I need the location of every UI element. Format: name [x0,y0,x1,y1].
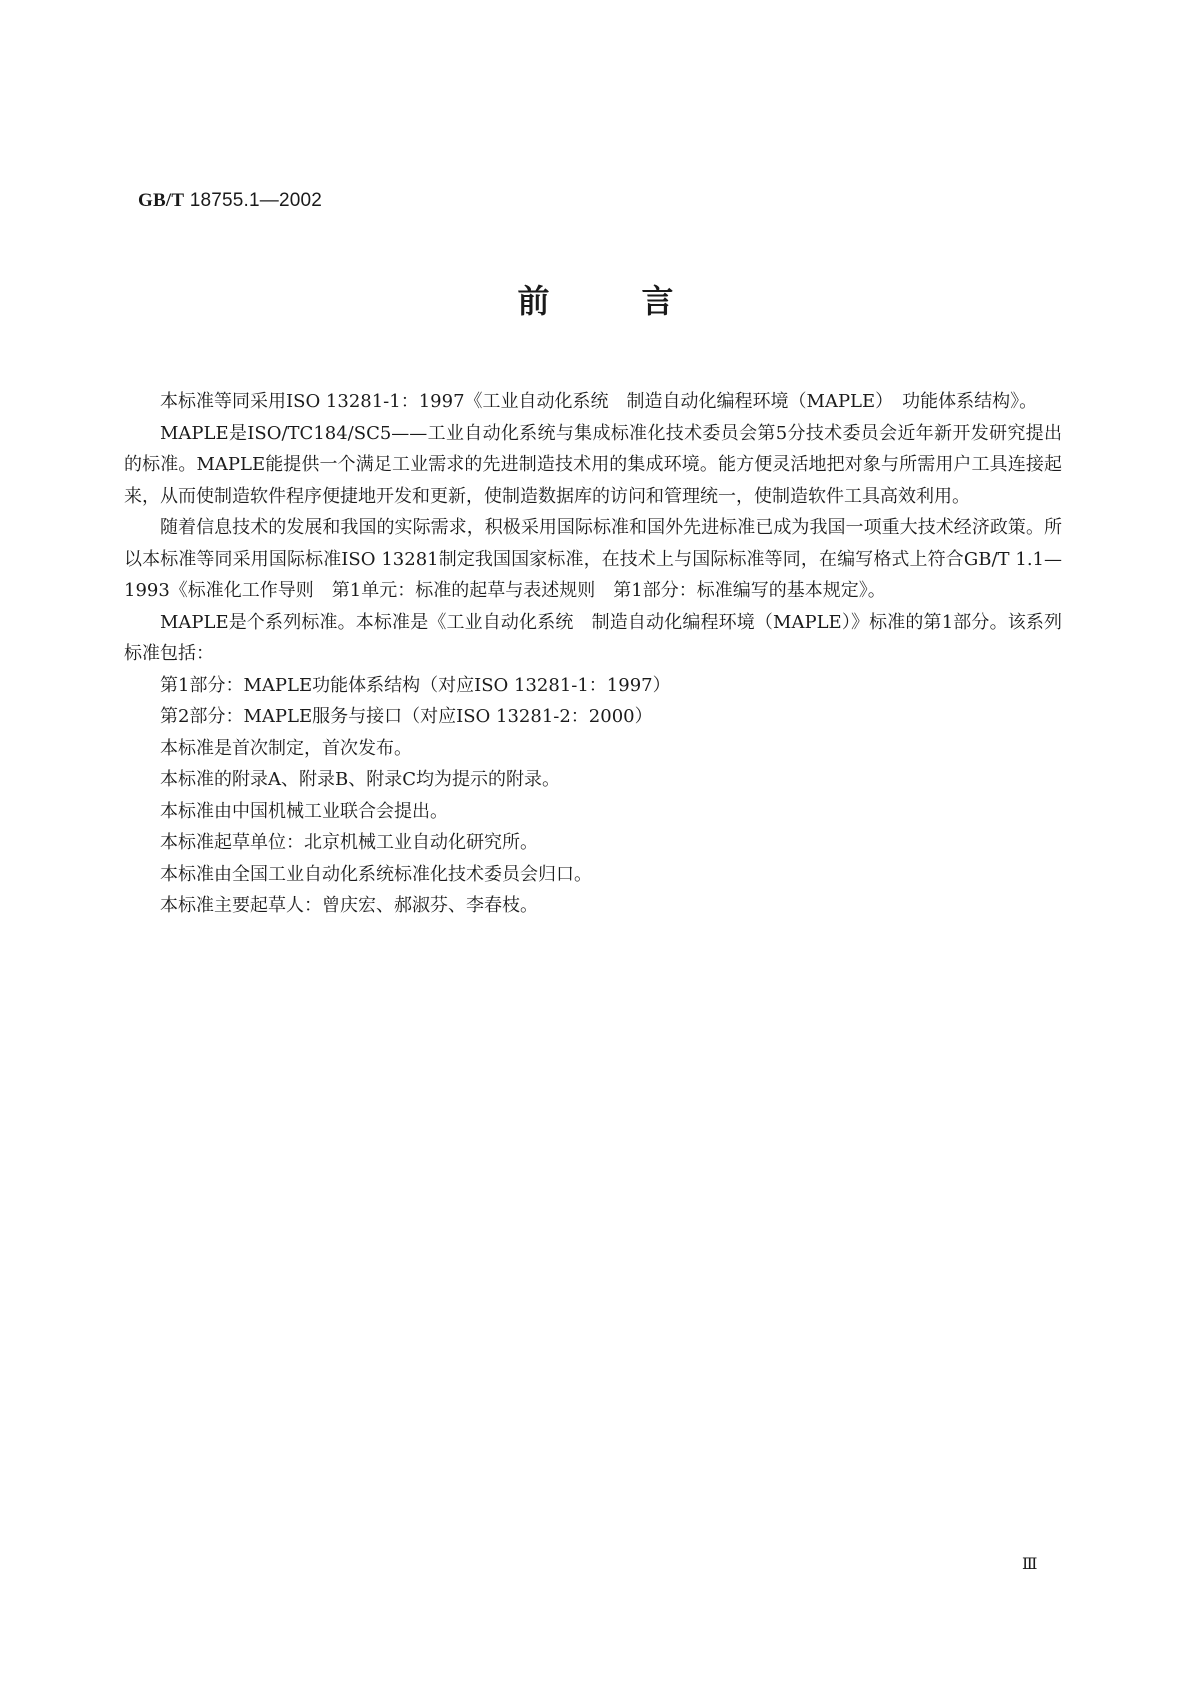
paragraph-policy: 随着信息技术的发展和我国的实际需求，积极采用国际标准和国外先进标准已成为我国一项重大技术经济政策。所以本标准等同采用国际标准ISO 13281制定我国国家标准，在技术上与国际标准等同，在编写格式上符合GB/T 1.1—1993《标准化工作导则 第1单元：标准的起草与表述规则 第1部分：标准编写的基本规定》。 [124,517,1062,601]
standard-number: 18755.1—2002 [189,190,323,211]
paragraph-first-issue: 本标准是首次制定，首次发布。 [160,737,412,759]
standard-code [138,190,322,212]
paragraph-adoption: 本标准等同采用ISO 13281-1：1997《工业自动化系统 制造自动化编程环境（MAPLE） 功能体系结构》。 [160,391,1038,412]
paragraph-responsible-committee: 本标准由全国工业自动化系统标准化技术委员会归口。 [160,863,592,885]
page-number: Ⅲ [1022,1554,1038,1573]
foreword-body [124,386,1062,922]
standard-prefix: GB/T [138,190,185,211]
page-title: 前言 [517,282,766,320]
paragraph-annexes: 本标准的附录A、附录B、附录C均为提示的附录。 [160,769,560,790]
paragraph-drafting-unit: 本标准起草单位：北京机械工业自动化研究所。 [160,832,538,853]
series-part-1: 第1部分：MAPLE功能体系结构（对应ISO 13281-1：1997） [160,674,671,696]
paragraph-series: MAPLE是个系列标准。本标准是《工业自动化系统 制造自动化编程环境（MAPLE）》标准的第1部分。该系列标准包括： [124,611,1062,664]
series-part-2: 第2部分：MAPLE服务与接口（对应ISO 13281-2：2000） [160,706,653,727]
paragraph-proposer: 本标准由中国机械工业联合会提出。 [160,800,448,822]
paragraph-drafters: 本标准主要起草人：曾庆宏、郝淑芬、李春枝。 [160,895,538,916]
paragraph-maple-intro: MAPLE是ISO/TC184/SC5——工业自动化系统与集成标准化技术委员会第5分技术委员会近年新开发研究提出的标准。MAPLE能提供一个满足工业需求的先进制造技术用的集成环境。能方便灵活地把对象与所需用户工具连接起来，从而使制造软件程序便捷地开发和更新，使制造数据库的访问和管理统一，使制造软件工具高效利用。 [124,422,1062,507]
